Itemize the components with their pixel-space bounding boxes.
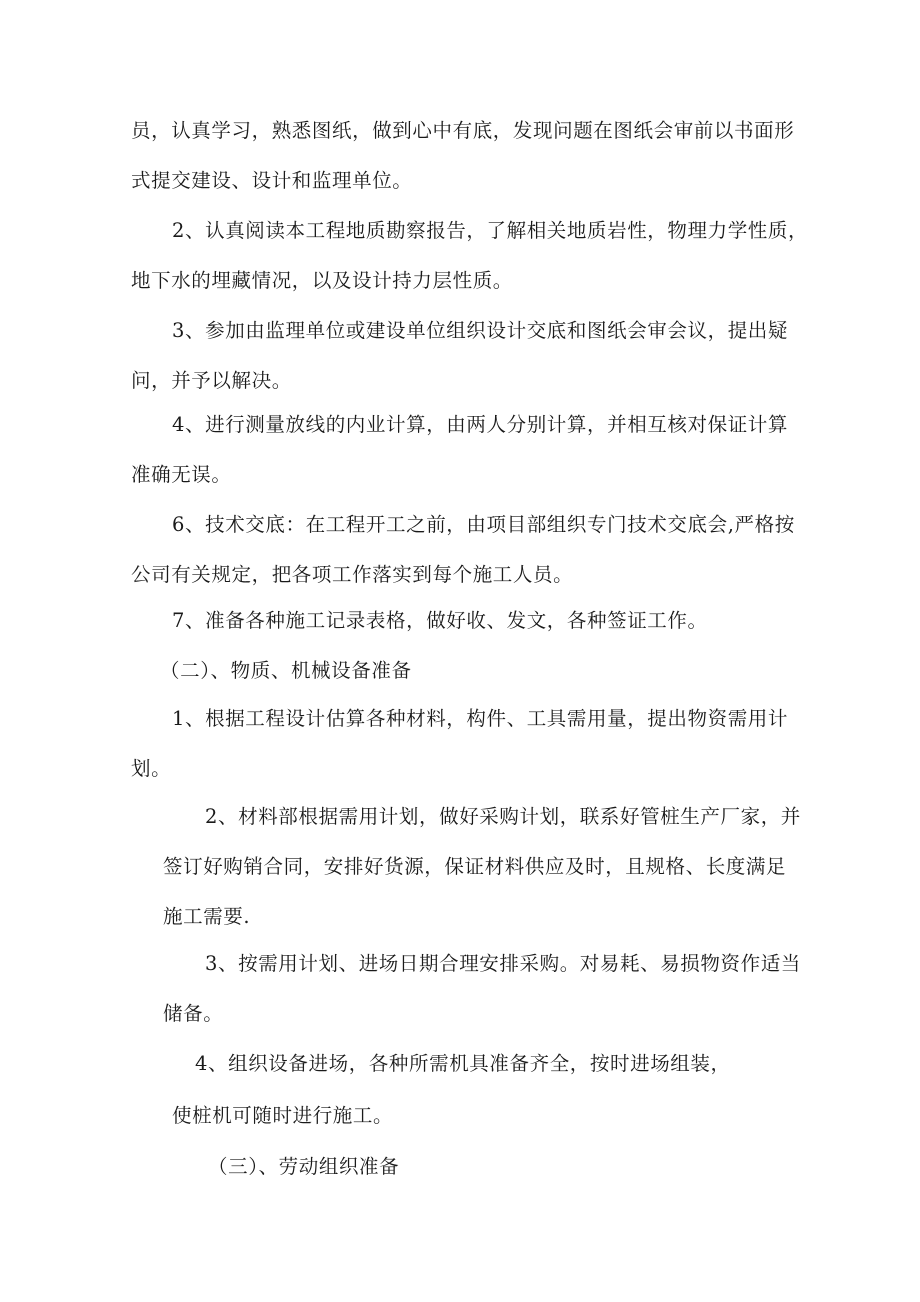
text-line: 划。 bbox=[131, 757, 172, 780]
section-heading: （二）、物质、机械设备准备 bbox=[160, 659, 412, 682]
text-line: 施工需要. bbox=[163, 905, 251, 928]
text-line: 1、根据工程设计估算各种材料，构件、工具需用量，提出物资需用计 bbox=[172, 707, 789, 730]
text-line: 6、技术交底：在工程开工之前，由项目部组织专门技术交底会,严格按 bbox=[172, 513, 795, 536]
text-line: 使桩机可随时进行施工。 bbox=[172, 1104, 394, 1127]
text-line: 员，认真学习，熟悉图纸，做到心中有底，发现问题在图纸会审前以书面形 bbox=[131, 119, 795, 142]
text-line: 3、参加由监理单位或建设单位组织设计交底和图纸会审会议，提出疑 bbox=[172, 319, 789, 342]
text-line: 2、认真阅读本工程地质勘察报告，了解相关地质岩性，物理力学性质， bbox=[172, 219, 809, 242]
text-line: 公司有关规定，把各项工作落实到每个施工人员。 bbox=[131, 563, 574, 586]
text-line: 7、准备各种施工记录表格，做好收、发文，各种签证工作。 bbox=[172, 609, 708, 632]
text-line: 储备。 bbox=[163, 1002, 224, 1025]
text-line: 式提交建设、设计和监理单位。 bbox=[131, 169, 413, 192]
text-line: 签订好购销合同，安排好货源，保证材料供应及时，且规格、长度满足 bbox=[163, 855, 787, 878]
text-line: 准确无误。 bbox=[131, 463, 232, 486]
text-line: 问，并予以解决。 bbox=[131, 369, 292, 392]
text-line: 4、进行测量放线的内业计算，由两人分别计算，并相互核对保证计算 bbox=[172, 413, 789, 436]
text-line: 4、组织设备进场，各种所需机具准备齐全，按时进场组装， bbox=[195, 1052, 731, 1075]
text-line: 3、按需用计划、进场日期合理安排采购。对易耗、易损物资作适当 bbox=[205, 952, 801, 975]
text-line: 2、材料部根据需用计划，做好采购计划，联系好管桩生产厂家，并 bbox=[205, 805, 801, 828]
text-line: 地下水的埋藏情况，以及设计持力层性质。 bbox=[131, 269, 513, 292]
section-heading: （三）、劳动组织准备 bbox=[208, 1155, 400, 1178]
